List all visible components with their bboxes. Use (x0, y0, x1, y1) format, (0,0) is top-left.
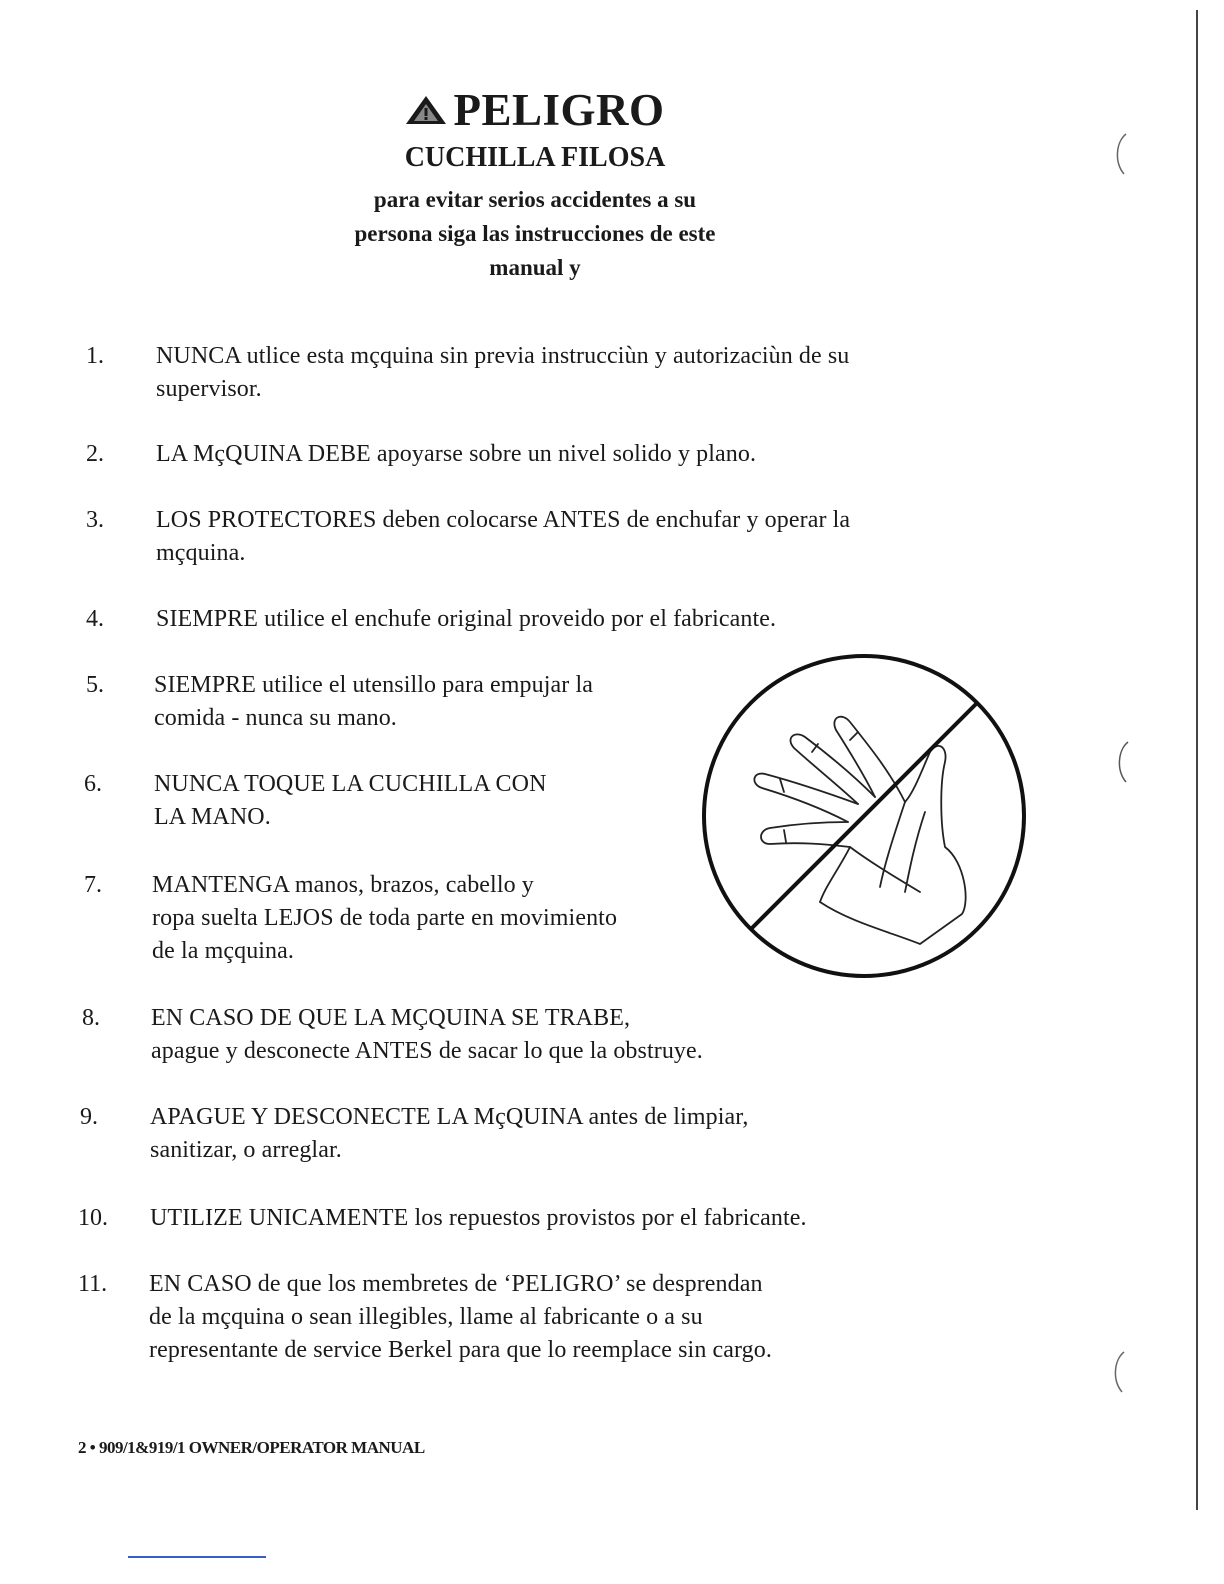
item-line: EN CASO de que los membretes de ‘PELIGRO’ se desprendan (149, 1271, 763, 1297)
subtitle: CUCHILLA FILOSA (404, 142, 666, 173)
page-footer: 2 • 909/1&919/1 OWNER/OPERATOR MANUAL (78, 1438, 425, 1457)
list-item (156, 340, 849, 406)
item-line: ropa suelta LEJOS de toda parte en movimiento (152, 905, 618, 931)
item-line: de la mçquina. (152, 938, 295, 964)
item-number: 8. (82, 1005, 100, 1031)
list-item (154, 768, 547, 834)
item-line: de la mçquina o sean illegibles, llame al fabricante o a su (149, 1304, 703, 1330)
item-number: 3. (86, 507, 104, 533)
item-line: LA MANO. (154, 804, 271, 830)
item-line: APAGUE Y DESCONECTE LA MçQUINA antes de limpiar, (150, 1104, 749, 1130)
item-number: 1. (86, 343, 104, 369)
intro-line: manual y (489, 255, 581, 280)
item-number: 7. (84, 872, 102, 898)
warning-triangle-icon (405, 95, 447, 130)
item-line: apague y desconecte ANTES de sacar lo que la obstruye. (151, 1038, 703, 1064)
item-number: 4. (86, 606, 104, 632)
item-line: representante de service Berkel para que lo reemplace sin cargo. (149, 1337, 772, 1363)
no-hand-prohibition-icon (700, 652, 1032, 989)
item-line: LOS PROTECTORES deben colocarse ANTES de enchufar y operar la (156, 507, 851, 533)
list-item (151, 1002, 703, 1068)
intro-text (0, 183, 1070, 285)
bottom-line-mark (128, 1556, 266, 1558)
binder-hole-mark (1108, 132, 1128, 176)
item-number: 6. (84, 771, 102, 797)
item-line: sanitizar, o arreglar. (150, 1137, 342, 1163)
item-line: NUNCA utlice esta mçquina sin previa instrucciùn y autorizaciùn de su (156, 343, 850, 369)
title-row (0, 84, 1070, 136)
page-edge-line (1196, 10, 1198, 1510)
binder-hole-mark (1110, 740, 1130, 784)
list-item (156, 438, 756, 471)
item-line: supervisor. (156, 376, 262, 402)
list-item (152, 869, 617, 968)
list-item (150, 1202, 807, 1235)
item-line: NUNCA TOQUE LA CUCHILLA CON (154, 771, 547, 797)
item-line: mçquina. (156, 540, 246, 566)
item-number: 5. (86, 672, 104, 698)
list-item (154, 669, 593, 735)
binder-hole-mark (1106, 1350, 1126, 1394)
item-line: SIEMPRE utilice el utensillo para empujar la (154, 672, 593, 698)
list-item (156, 504, 850, 570)
intro-line: persona siga las instrucciones de este (354, 221, 716, 246)
item-number: 10. (78, 1205, 108, 1231)
item-number: 9. (80, 1104, 98, 1130)
item-line: SIEMPRE utilice el enchufe original proveido por el fabricante. (156, 606, 777, 632)
item-line: comida - nunca su mano. (154, 705, 397, 731)
page-title: PELIGRO (453, 85, 665, 135)
item-line: MANTENGA manos, brazos, cabello y (152, 872, 534, 898)
item-line: UTILIZE UNICAMENTE los repuestos provistos por el fabricante. (150, 1205, 807, 1231)
list-item (156, 603, 776, 636)
item-line: LA MçQUINA DEBE apoyarse sobre un nivel solido y plano. (156, 441, 757, 467)
intro-line: para evitar serios accidentes a su (373, 187, 697, 212)
list-item (150, 1101, 748, 1167)
item-number: 2. (86, 441, 104, 467)
item-number: 11. (78, 1271, 108, 1297)
item-line: EN CASO DE QUE LA MÇQUINA SE TRABE, (151, 1005, 631, 1031)
list-item (149, 1268, 772, 1367)
